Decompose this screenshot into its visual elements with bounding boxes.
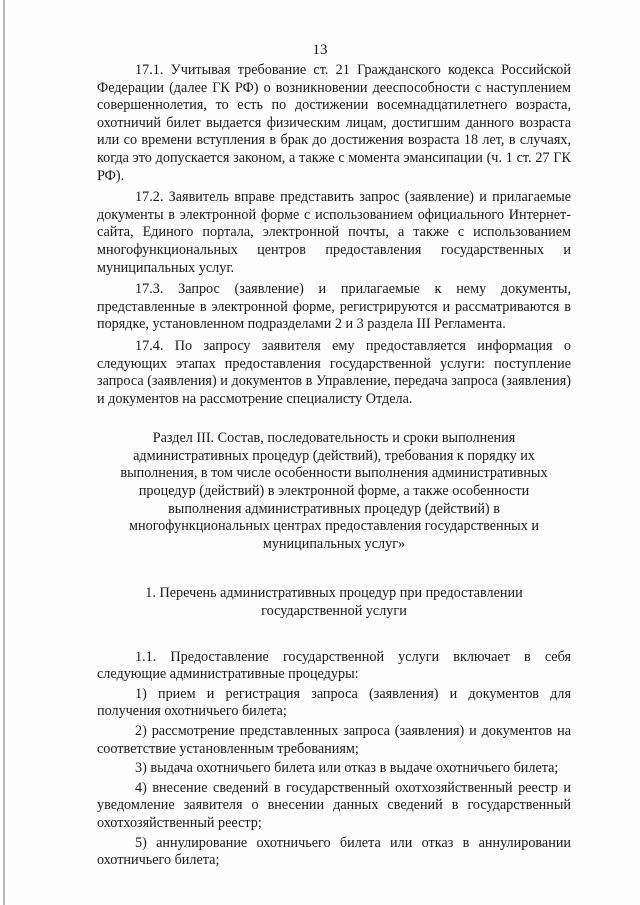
paragraph-17-2: 17.2. Заявитель вправе представить запрос (заявление) и прилагаемые документы в электронной форме с использованием официального Интернет-сайта, Единого портала, электронной почты, а также с использованием многофункциональных центров предоставления государственных и муниципальных услуг.	[97, 189, 571, 276]
list-item-5: 5) аннулирование охотничьего билета или отказ в аннулировании охотничьего билета;	[97, 834, 571, 869]
section-heading: Раздел III. Состав, последовательность и сроки выполнения административных процедур (действий), требования к порядку их выполнения, в том числе особенности выполнения административных процедур (действий) в электронной форме, а также особенности выполнения административных процедур (действий) в многофункциональных центрах предоставления государственных и муниципальных услуг»	[120, 430, 548, 552]
list-item-1: 1) прием и регистрация запроса (заявления) и документов для получения охотничьего билета;	[97, 685, 571, 720]
paragraph-17-3: 17.3. Запрос (заявление) и прилагаемые к нему документы, представленные в электронной форме, регистрируются и рассматриваются в порядке, установленном подразделами 2 и 3 раздела III Регламента.	[97, 281, 571, 333]
heading-spacer	[97, 621, 571, 649]
page-number: 13	[312, 42, 328, 58]
list-item-2: 2) рассмотрение представленных запроса (заявления) и документов на соответствие установленным требованиям;	[97, 723, 571, 757]
paragraph-17-4: 17.4. По запросу заявителя ему предоставляется информация о следующих этапах предоставления государственной услуги: поступление запроса (заявления) и документов в Управление, передача запроса (заявления) и документов на рассмотрение специалисту Отдела.	[97, 337, 571, 407]
paragraph-1-1: 1.1. Предоставление государственной услуги включает в себя следующие административные процедуры:	[97, 648, 571, 683]
scan-edge-line	[3, 0, 5, 905]
list-item-4: 4) внесение сведений в государственный охотхозяйственный реестр и уведомление заявителя о внесении данных сведений в государственный охотхозяйственный реестр;	[97, 779, 571, 831]
subsection-heading: 1. Перечень административных процедур при предоставлении государственной услуги	[145, 585, 523, 620]
paragraph-17-1: 17.1. Учитывая требование ст. 21 Гражданского кодекса Российской Федерации (далее ГК РФ) о возникновении дееспособности с наступлением совершеннолетия, то есть по достижении восемнадцатилетнего возраста, охотничий билет выдается физическим лицам, достигшим данного возраста или со времени вступления в брак до достижения возраста 18 лет, в случаях, когда это допускается законом, а также с момента эмансипации (ч. 1 ст. 27 ГК РФ).	[97, 62, 571, 184]
document-body	[97, 62, 571, 872]
list-item-3: 3) выдача охотничьего билета или отказ в выдаче охотничьего билета;	[135, 760, 559, 777]
